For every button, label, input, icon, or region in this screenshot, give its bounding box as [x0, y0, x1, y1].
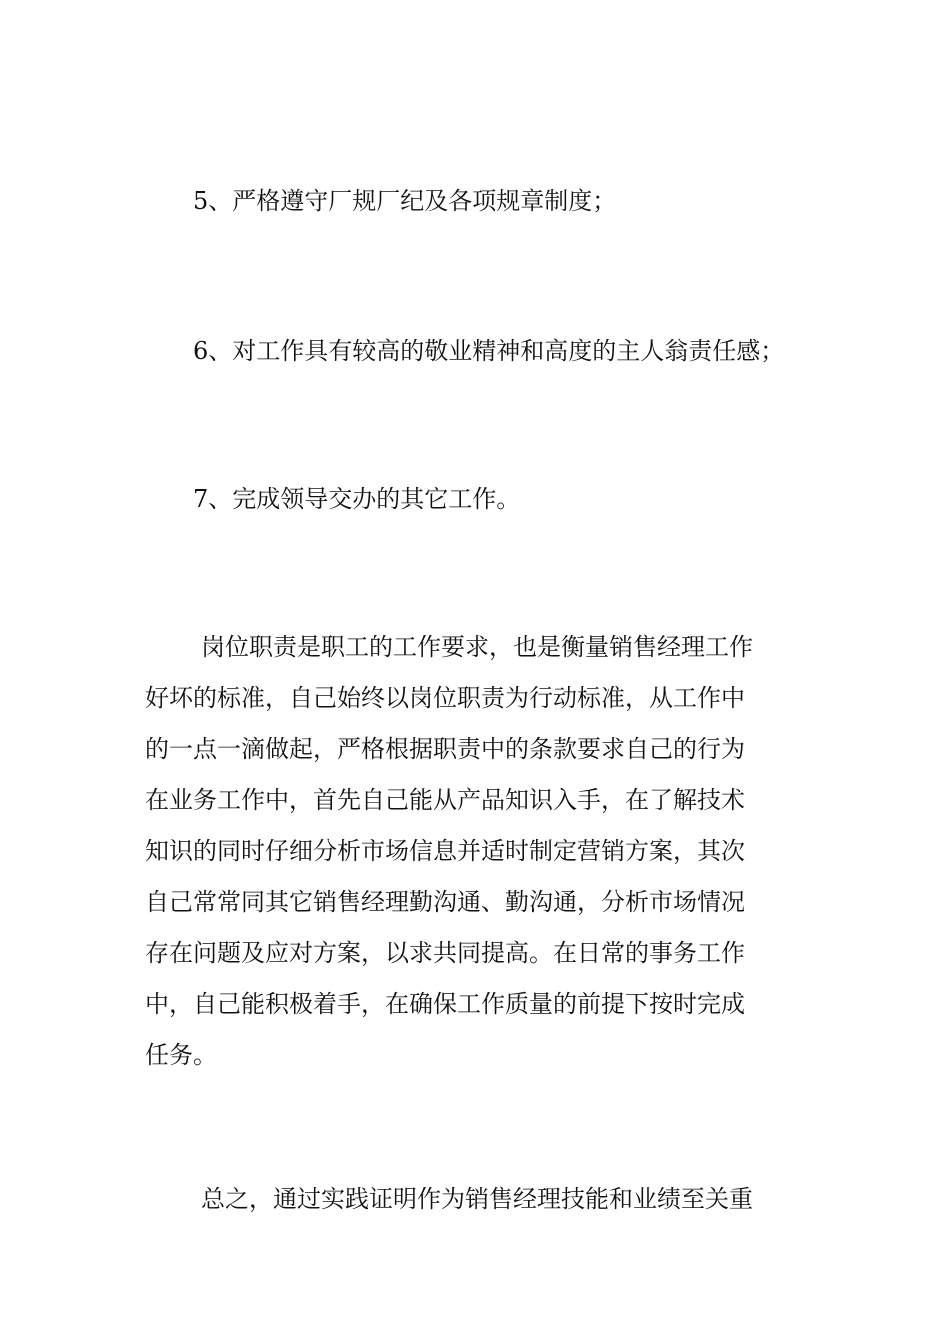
paragraph-line: 岗位职责是职工的工作要求，也是衡量销售经理工作: [201, 633, 753, 661]
paragraph-line: 在业务工作中，首先自己能从产品知识入手，在了解技术: [145, 786, 745, 814]
paragraph-line: 的一点一滴做起，严格根据职责中的条款要求自己的行为: [145, 735, 745, 763]
list-item-7: 7、完成领导交办的其它工作。: [193, 485, 521, 513]
paragraph-line: 中，自己能积极着手，在确保工作质量的前提下按时完成: [145, 990, 745, 1018]
paragraph-line: 总之，通过实践证明作为销售经理技能和业绩至关重: [201, 1185, 753, 1213]
list-item-6: 6、对工作具有较高的敬业精神和高度的主人翁责任感；: [193, 337, 785, 365]
paragraph-line: 好坏的标准，自己始终以岗位职责为行动标准，从工作中: [145, 684, 745, 712]
list-item-5: 5、严格遵守厂规厂纪及各项规章制度；: [193, 187, 617, 215]
paragraph-summary: [145, 1174, 810, 1225]
paragraph-job-duties: [145, 622, 810, 1081]
paragraph-line: 知识的同时仔细分析市场信息并适时制定营销方案，其次: [145, 837, 745, 865]
paragraph-line: 自己常常同其它销售经理勤沟通、勤沟通，分析市场情况: [145, 888, 745, 916]
paragraph-line: 存在问题及应对方案，以求共同提高。在日常的事务工作: [145, 939, 745, 967]
paragraph-line: 任务。: [145, 1041, 217, 1069]
